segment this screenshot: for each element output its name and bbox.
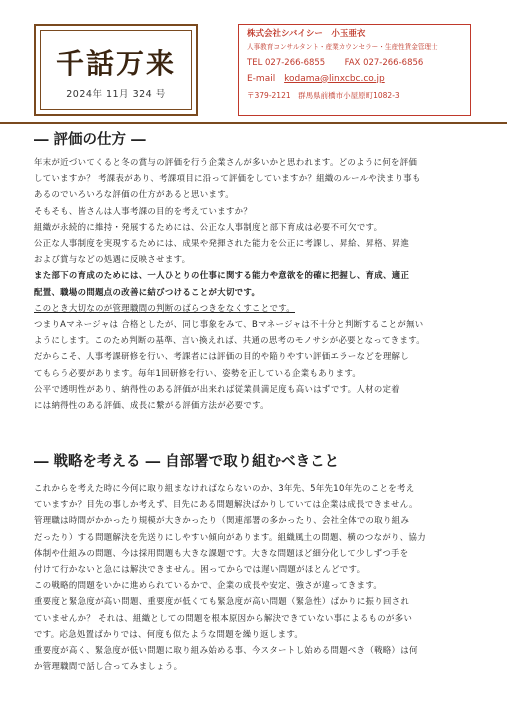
paragraph-line: 管理職は時間がかかったり規模が大きかったり（関連部署の多かったり、会社全体での取り組み: [34, 515, 410, 526]
paragraph-line: 公平で透明性があり、納得性のある評価が出来れば従業員満足度も高いはずです。人材の定着: [34, 383, 401, 394]
paragraph-line-underlined: このとき大切なのが管理職間の判断のばらつきをなくすことです。: [34, 302, 295, 313]
paragraph-line: だったり）する問題解決を先送りにしやすい傾向があります。組織風土の問題、横のつながり、協力: [34, 531, 426, 542]
company-info-box: [238, 24, 471, 116]
paragraph-line: ていますか？目先の事しか考えず、目先にある問題解決ばかりしていては企業は成長できません。: [34, 499, 418, 510]
email-link[interactable]: kodama@linxcbc.co.jp: [284, 73, 385, 84]
section-evaluation-body: [34, 154, 478, 413]
paragraph-line: か管理職間で話し合ってみましょう。: [34, 661, 183, 672]
paragraph-line: てもらう必要があります。毎年1回研修を行い、姿勢を正している企業もあります。: [34, 367, 362, 378]
paragraph-line: 重要度が高く、緊急度が低い問題に取り組み始める事、今スタートし始める問題べき（戦略）は何: [34, 645, 418, 656]
paragraph-line: には納得性のある評価、成長に繋がる評価方法が必要です。: [34, 400, 269, 411]
phone-number: TEL 027-266-6855: [247, 57, 326, 68]
paragraph-line: あるのでいろいろな評価の仕方があると思います。: [34, 189, 235, 200]
section-strategy-title: ― 戦略を考える ― 自部署で取り組むべきこと: [34, 453, 340, 470]
issue-info: 2024年 11月 324 号: [66, 89, 166, 100]
section-strategy-body: [34, 480, 478, 674]
paragraph-line: 組織が永続的に維持・発展するためには、公正な人事制度と部下育成は必要不可欠です。: [34, 221, 383, 232]
email-label: E-mail: [247, 73, 276, 84]
paragraph-line: 公正な人事制度を実現するためには、成果や発揮された能力を公正に考課し、昇給、昇格、昇進: [34, 238, 410, 249]
header-divider: [0, 122, 507, 124]
paragraph-line: この戦略的問題をいかに進められているかで、企業の成長や安定、強さが違ってきます。: [34, 580, 383, 591]
paragraph-line: 重要度と緊急度が高い問題、重要度が低くても緊急度が高い問題（緊急性）ばかりに振り回され: [34, 596, 410, 607]
paragraph-line: つまりAマネージャは 合格としたが、同じ事象をみて、Bマネージャは不十分と判断することが無い: [34, 319, 424, 330]
section-evaluation-title: ― 評価の仕方 ―: [34, 131, 146, 148]
paragraph-line: および賞与などの処遇に反映させます。: [34, 254, 191, 265]
postal-address: 〒379-2121 群馬県前橋市小屋原町1082-3: [247, 91, 400, 101]
title-box: [34, 24, 198, 116]
paragraph-line: だからこそ、人事考課研修を行い、考課者には評価の目的や陥りやすい評価エラーなどを理解し: [34, 351, 410, 362]
fax-number: FAX 027-266-6856: [344, 57, 424, 68]
company-description: 人事教育コンサルタント・産業カウンセラー・生産性賃金管理士: [247, 43, 438, 52]
paragraph-line-emphasis: 配置、職場の問題点の改善に結びつけることが大切です。: [34, 286, 261, 297]
paragraph-line: ていませんか？ それは、組織としての問題を根本原因から解決できていない事によるものが多い: [34, 612, 413, 623]
paragraph-line: これからを考えた時に今何に取り組まなければならないのか、3年先、5年先10年先のことを考え: [34, 483, 415, 493]
paragraph-line: ようにします。このため判断の基準、言い換えれば、共通の思考のモノサシが必要となってきます。: [34, 335, 426, 346]
paragraph-line: 年末が近づいてくると冬の賞与の評価を行う企業さんが多いかと思われます。どのように何を評価: [34, 157, 418, 167]
paragraph-line: 付けて行かないと急には解決できません。困ってからでは遅い問題がほとんどです。: [34, 564, 366, 575]
email-line: [247, 74, 462, 86]
paragraph-line: です。応急処置ばかりでは、何度も似たような問題を繰り返します。: [34, 628, 304, 639]
newsletter-title: 千話万来: [55, 47, 176, 80]
paragraph-line: そもそも、皆さんは人事考課の目的を考えていますか？: [34, 205, 253, 216]
paragraph-line: 体制や仕組みの問題、今は採用問題も大きな課題です。大きな問題ほど細分化して少しずつ手を: [34, 547, 409, 558]
newsletter-header: [34, 24, 471, 120]
company-name: 株式会社シバイシー 小玉亜衣: [247, 29, 366, 39]
phone-fax-line: [247, 58, 462, 69]
paragraph-line: していますか？ 考課表があり、考課項目に沿って評価をしていますか？組織のルールや決まり事も: [34, 173, 421, 184]
paragraph-line-emphasis: また部下の育成のためには、一人ひとりの仕事に関する能力や意欲を的確に把握し、育成、適正: [34, 270, 410, 281]
